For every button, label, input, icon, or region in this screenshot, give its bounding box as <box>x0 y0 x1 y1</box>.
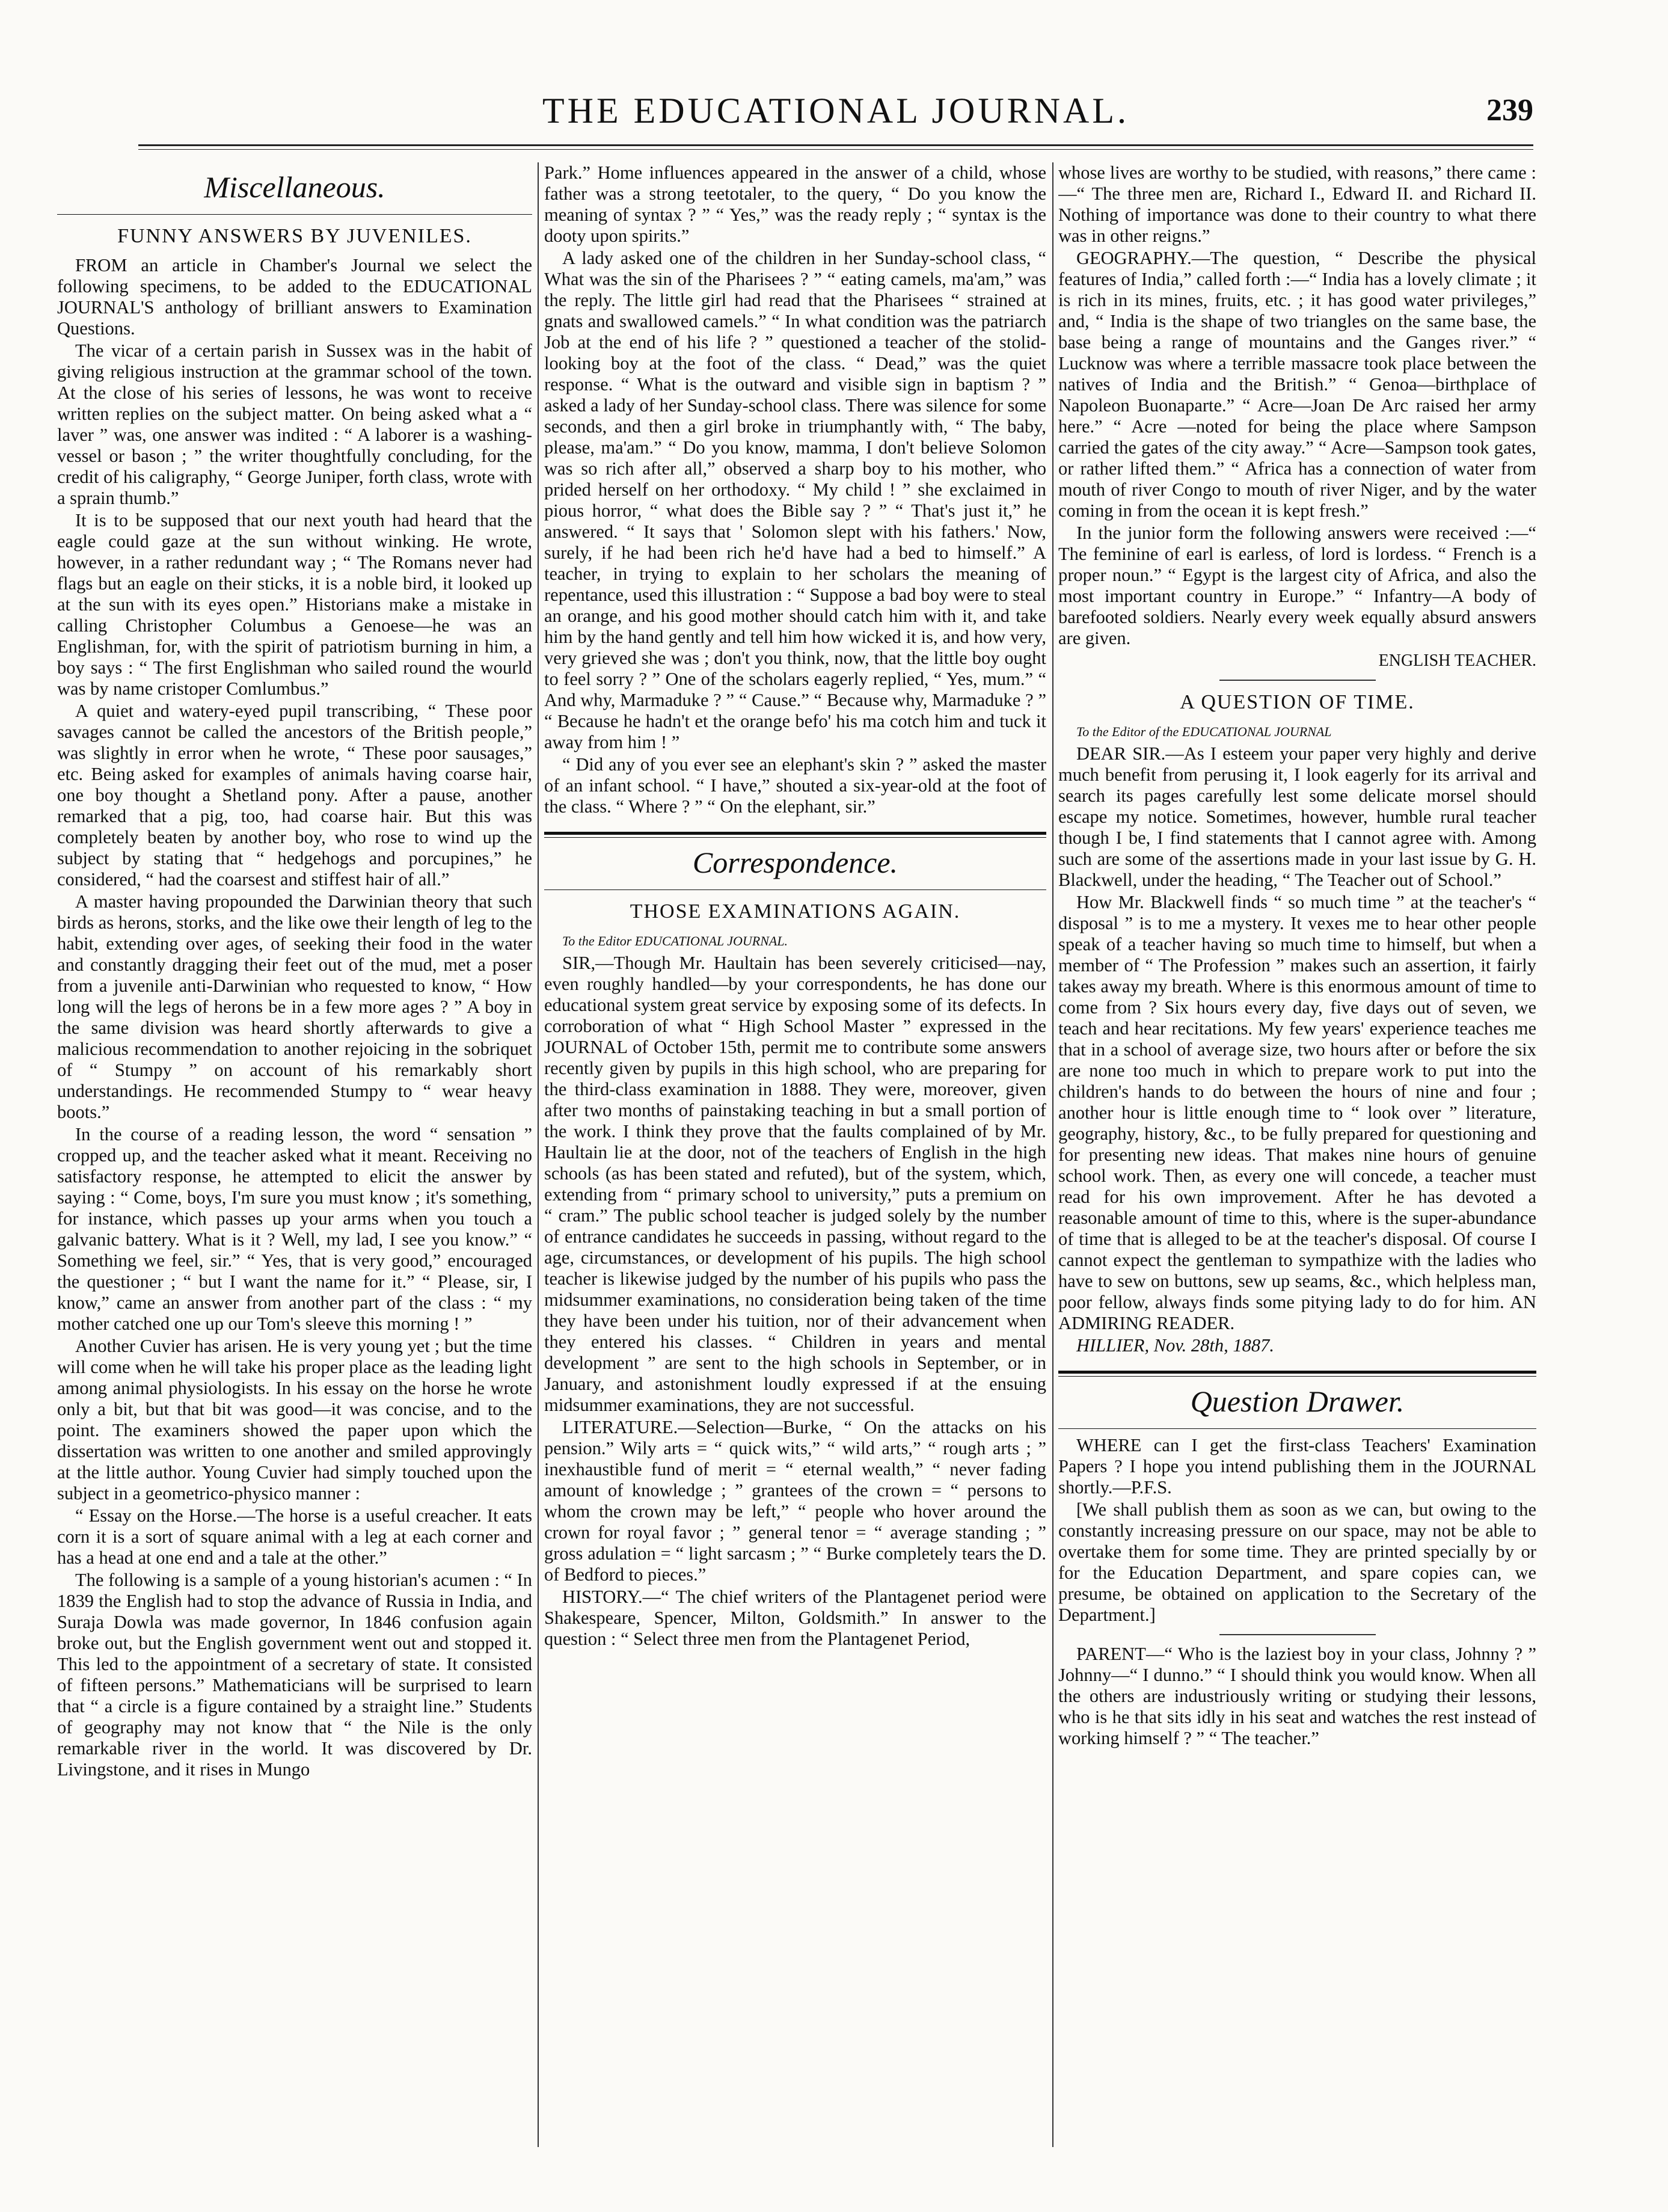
paragraph: PARENT—“ Who is the laziest boy in your class, Johnny ? ” Johnny—“ I dunno.” “ I should think you would know. When all the others are industriously writing or studying their lessons, who is he that sits idly in his seat and watches the rest instead of working himself ? ” “ The teacher.” <box>1058 1644 1536 1748</box>
section-rule <box>544 832 1046 835</box>
column-1 <box>57 162 532 2147</box>
divider <box>544 889 1046 890</box>
divider-short <box>1219 1634 1376 1635</box>
column-3 <box>1058 162 1536 2147</box>
paragraph: Park.” Home influences appeared in the answer of a child, whose father was a strong teetotaler, to the query, “ Do you know the meaning of syntax ? ” “ Yes,” was the ready reply ; “ syntax is the dooty upon spirits.” <box>544 162 1046 246</box>
paragraph: A quiet and watery-eyed pupil transcribing, “ These poor savages cannot be called the ancestors of the British people,” was slightly in error when he wrote, “ These poor sausages,” etc. Being asked for examples of animals having coarse hair, one boy thought a Shetland pony. After a pause, another remarked that a pig, too, had coarse hair. But this was completely beaten by another boy, who rose to wind up the subject by stating that “ hedgehogs and porcupines,” he considered, “ had the coarsest and stiffest hair of all.” <box>57 701 532 889</box>
paragraph: It is to be supposed that our next youth had heard that the eagle could gaze at the sun without winking. He wrote, however, in a rather redundant way ; “ The Romans never had flags but an eagle on their sticks, it is a noble bird, it looked up at the sun with its eyes open.” Historians make a mistake in calling Christopher Columbus a Genoese—he was an Englishman, for, with the spirit of patriotism burning in him, a boy says : “ The first Englishman who sailed round the wourld was by name cristoper Comlumbus.” <box>57 510 532 699</box>
column-2 <box>544 162 1046 2147</box>
header-rule-thin <box>138 149 1533 150</box>
paragraph: In the course of a reading lesson, the word “ sensation ” cropped up, and the teacher asked what it meant. Receiving no satisfactory response, he attempted to elicit the answer by saying : “ Come, boys, I'm sure you must know ; it's something, for instance, which passes up your arms when you touch a galvanic battery. What is it ? Well, my lad, I see you know.” “ Something we feel, sir.” “ Yes, that is very good,” encouraged the questioner ; “ but I want the name for it.” “ Please, sir, I know,” came an answer from another part of the class : “ my mother catched one up our Tom's sleeve this morning ! ” <box>57 1124 532 1334</box>
masthead <box>138 90 1533 168</box>
paragraph: DEAR SIR.—As I esteem your paper very highly and derive much benefit from perusing it, I look eagerly for its arrival and search its pages carefully lest some delicate morsel should escape my notice. Sometimes, however, humble rural teacher though I be, I find statements that I cannot agree with. Among such are some of the assertions made in your last issue by G. H. Blackwell, under the heading, “ The Teacher out of School.” <box>1058 743 1536 890</box>
paragraph: The following is a sample of a young historian's acumen : “ In 1839 the English had to stop the advance of Russia in India, and Suraja Dowla was made governor, In 1846 confusion again broke out, but the English government went out and stopped it. This led to the appointment of a secretary of state. It consisted of fifteen persons.” Mathematicians will be surprised to learn that “ a circle is a figure contained by a straight line.” Students of geography may not know that “ the Nile is the only remarkable river in the world. It was discovered by Dr. Livingstone, and it rises in Mungo <box>57 1570 532 1780</box>
divider <box>1058 1428 1536 1429</box>
paragraph: SIR,—Though Mr. Haultain has been severely criticised—nay, even roughly handled—by your correspondents, he has done our educational system great service by exposing some of its defects. In corroboration of what “ High School Master ” expressed in the JOURNAL of October 15th, permit me to contribute some answers recently given by pupils in this high school, who are preparing for the third-class examination in 1888. They were, moreover, given after two months of painstaking teaching in but a small portion of the work. I think they prove that the faults complained of by Mr. Haultain lie at the door, not of the teachers of English in the high schools (as has been stated and refuted), but of the system, which, extending from “ primary school to university,” puts a premium on “ cram.” The public school teacher is judged solely by the number of entrance candidates he succeeds in passing, without regard to the age, circumstances, or development of his pupils. The high school teacher is likewise judged by the number of his pupils who pass the midsummer examinations, no consideration being taken of the time they have been under his tuition, nor of their advancement when they entered his classes. “ Children in years and mental development ” are sent to the high schools in September, or in January, and astonishment loudly expressed if at the ensuing midsummer examinations, they are not successful. <box>544 953 1046 1415</box>
section-heading-miscellaneous: Miscellaneous. <box>204 170 385 204</box>
section-heading-correspondence: Correspondence. <box>692 846 898 879</box>
article-title: THOSE EXAMINATIONS AGAIN. <box>630 900 961 923</box>
column-divider <box>1052 162 1053 2147</box>
paragraph: Another Cuvier has arisen. He is very young yet ; but the time will come when he will take his proper place as the leading light among animal physiologists. In his essay on the horse he wrote only a bit, but that bit was good—it was concise, and to the point. The examiners showed the paper upon which the dissertation was written to one another and smiled approvingly at the little author. Young Cuvier had simply touched upon the subject in a geometrico-physico manner : <box>57 1336 532 1504</box>
paragraph: How Mr. Blackwell finds “ so much time ” at the teacher's “ disposal ” is to me a mystery. It vexes me to hear other people speak of a teacher having so much time to himself, but when a member of “ The Profession ” makes such an assertion, it fairly takes away my breath. Where is this enormous amount of time to come from ? Six hours every day, five days out of seven, we teach and hear recitations. My few years' experience teaches me that in a school of average size, two hours after or before the six are none too much in which to prepare work to put into the children's hands to do between the hours of nine and four ; another hour is little enough time to “ look over ” literature, geography, history, &c., to be fully prepared for questioning and for presenting new ideas. That makes nine hours of genuine school work. Then, as every one will concede, a teacher must read for his own improvement. After he has devoted a reasonable amount of time to this, where is the super-abundance of time that is alleged to be at the teacher's disposal. Of course I cannot expect the gentleman to sympathize with the ladies who have to sew on buttons, sew up seams, &c., which helpless man, poor fellow, always finds some pitying lady to do for him. AN ADMIRING READER. <box>1058 892 1536 1333</box>
paragraph: A lady asked one of the children in her Sunday-school class, “ What was the sin of the Pharisees ? ” “ eating camels, ma'am,” was the reply. The little girl had read that the Pharisees “ strained at gnats and swallowed camels.” “ In what condition was the patriarch Job at the end of his life ? ” questioned a teacher of the stolid-looking boy at the foot of the class. “ Dead,” was the quiet response. “ What is the outward and visible sign in baptism ? ” asked a lady of her Sunday-school class. There was silence for some seconds, and then a girl broke in triumphantly with, “ The baby, please, ma'am.” “ Do you know, mamma, I don't believe Solomon was so rich after all,” observed a sharp boy to his mother, who prided herself on her orthodoxy. “ My child ! ” she exclaimed in pious horror, “ what does the Bible say ? ” “ That's just it,” he answered. “ It says that ' Solomon slept with his fathers.' Now, surely, if he had been rich he'd have had a bed to himself.” A teacher, in trying to explain to her scholars the meaning of repentance, used this illustration : “ Suppose a bad boy were to steal an orange, and his good mother should catch him with it, and take him by the hand gently and tell him how wicked it is, and how very, very grieved she was ; don't you think, now, that the little boy ought to feel sorry ? ” One of the scholars eagerly replied, “ Yes, mum.” “ And why, Marmaduke ? ” “ Cause.” “ Because why, Marmaduke ? ” “ Because he hadn't et the orange befo' his ma cotch him and tuck it away from him ! ” <box>544 248 1046 752</box>
paragraph: LITERATURE.—Selection—Burke, “ On the attacks on his pension.” Wily arts = “ quick wits,” “ wild arts,” “ rough arts ; ” inexhaustible fund of merit = “ eternal wealth,” “ never fading amount of knowledge ; ” grantees of the crown = “ persons to whom the crown may be left,” “ people who hover around the crown for royal favor ; ” general tenor = “ average standing ; ” gross adulation = “ light sarcasm ; ” “ Burke completely tears the D. of Bedford to pieces.” <box>544 1417 1046 1585</box>
page-number: 239 <box>1486 93 1533 127</box>
paragraph: WHERE can I get the first-class Teachers' Examination Papers ? I hope you intend publishing them in the JOURNAL shortly.—P.F.S. <box>1058 1435 1536 1498</box>
paragraph: “ Did any of you ever see an elephant's skin ? ” asked the master of an infant school. “ I have,” shouted a six-year-old at the foot of the class. “ Where ? ” “ On the elephant, sir.” <box>544 754 1046 817</box>
header-rule <box>138 144 1533 146</box>
paragraph: In the junior form the following answers were received :—“ The feminine of earl is earless, of lord is lordess. “ French is a proper noun.” “ Egypt is the largest city of Africa, and also the most important country in Europe.” “ Infantry—A body of barefooted soldiers. Nearly every week equally absurd answers are given. <box>1058 523 1536 648</box>
paragraph: A master having propounded the Darwinian theory that such birds as herons, storks, and the like owe their length of leg to the habit, extending over ages, of seeking their food in the water and constantly dragging their feet out of the mud, met a poser from a juvenile anti-Darwinian who requested to know, “ How long will the legs of herons be in a few more ages ? ” A boy in the same division was heard shortly afterwards to give a malicious recommendation to another rejoicing in the sobriquet of “ Stumpy ” on account of his remarkably short understandings. He recommended Stumpy to “ wear heavy boots.” <box>57 891 532 1122</box>
dateline: HILLIER, Nov. 28th, 1887. <box>1076 1335 1274 1356</box>
column-divider <box>538 162 539 2147</box>
paragraph: GEOGRAPHY.—The question, “ Describe the physical features of India,” called forth :—“ India has a lovely climate ; it is rich in its mines, fruits, etc. ; it has good water privileges,” and, “ India is the shape of two triangles on the same base, the base being a range of mountains and the Ganges river.” “ Lucknow was where a terrible massacre took place between the natives of India and the British.” “ Genoa—birthplace of Napoleon Buonaparte.” “ Acre—Joan De Arc raised her army here.” “ Acre —noted for being the place where Sampson carried the gates of the city away.” “ Acre—Sampson took gates, or rather lifted them.” “ Africa has a connection of water from mouth of river Congo to mouth of river Niger, and by the water coming in from the ocean it is kept fresh.” <box>1058 248 1536 521</box>
paragraph: [We shall publish them as soon as we can, but owing to the constantly increasing pressure on our space, may not be able to overtake them for some time. They are printed specially by or for the Education Department, and spare copies can, we presume, be obtained on application to the Secretary of the Department.] <box>1058 1499 1536 1625</box>
journal-title: THE EDUCATIONAL JOURNAL. <box>542 91 1130 131</box>
paragraph: FROM an article in Chamber's Journal we select the following specimens, to be added to the EDUCATIONAL JOURNAL'S anthology of brilliant answers to Examination Questions. <box>57 255 532 339</box>
article-title: A QUESTION OF TIME. <box>1180 691 1415 713</box>
divider <box>57 214 532 215</box>
article-title: FUNNY ANSWERS BY JUVENILES. <box>117 225 472 247</box>
paragraph: “ Essay on the Horse.—The horse is a useful creacher. It eats corn it is a sort of square animal with a leg at each corner and has a head at one end and a tale at the other.” <box>57 1505 532 1568</box>
to-editor-line: To the Editor of the EDUCATIONAL JOURNAL <box>1076 724 1332 739</box>
paragraph: whose lives are worthy to be studied, with reasons,” there came :—“ The three men are, Richard I., Edward II. and Richard II. Nothing of importance was done to their country to what there was in other reigns.” <box>1058 162 1536 246</box>
paragraph: HISTORY.—“ The chief writers of the Plantagenet period were Shakespeare, Spencer, Milton, Goldsmith.” In answer to the question : “ Select three men from the Plantagenet Period, <box>544 1587 1046 1649</box>
section-rule-thin <box>544 837 1046 838</box>
section-heading-question-drawer: Question Drawer. <box>1190 1384 1405 1418</box>
to-editor-line: To the Editor EDUCATIONAL JOURNAL. <box>562 933 788 948</box>
divider-short <box>1219 680 1376 681</box>
paragraph: The vicar of a certain parish in Sussex was in the habit of giving religious instruction at the grammar school of the town. At the close of his series of lessons, he was wont to receive written replies on the subject matter. On being asked what a “ laver ” was, one answer was indited : “ A laborer is a washing-vessel or bason ; ” the writer thoughtfully concluding, for the credit of his caligraphy, “ George Juniper, forth class, wrote with a sprain thumb.” <box>57 340 532 508</box>
signature: ENGLISH TEACHER. <box>1378 651 1536 670</box>
section-rule-thin <box>1058 1376 1536 1377</box>
section-rule <box>1058 1371 1536 1374</box>
